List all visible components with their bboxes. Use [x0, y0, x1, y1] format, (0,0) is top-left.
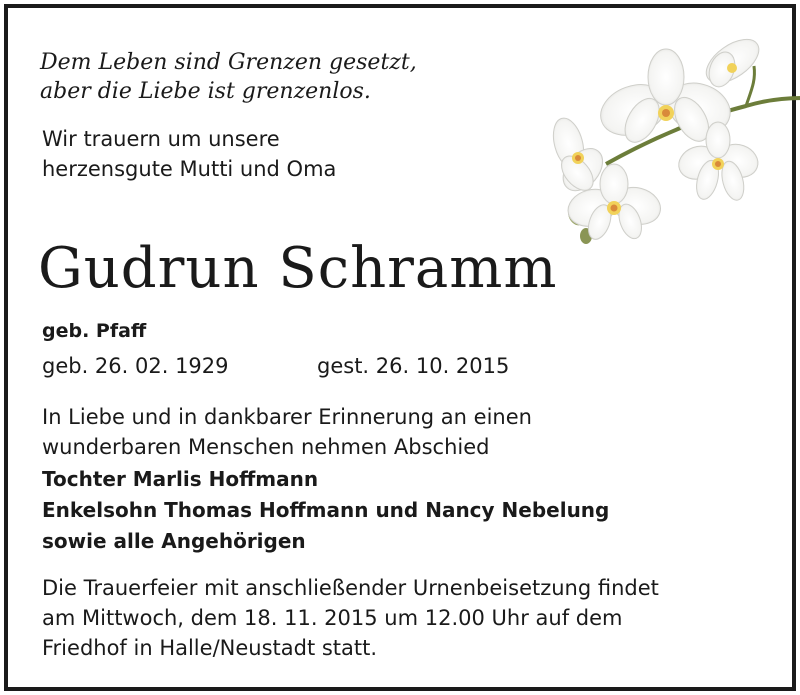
deceased-name: Gudrun Schramm: [38, 236, 558, 301]
mourning-intro: [42, 124, 336, 184]
farewell-text: [42, 402, 532, 462]
mourner-2: Enkelsohn Thomas Hoffmann und Nancy Nebelung: [42, 498, 610, 522]
mourner-1: Tochter Marlis Hoffmann: [42, 467, 319, 491]
intro-line-1: Wir trauern um unsere: [42, 127, 280, 151]
mourners-list: [42, 464, 609, 557]
farewell-line-1: In Liebe und in dankbarer Erinnerung an einen: [42, 405, 532, 429]
death-date: gest. 26. 10. 2015: [317, 354, 510, 378]
funeral-line-2: am Mittwoch, dem 18. 11. 2015 um 12.00 Uhr auf dem: [42, 606, 623, 630]
farewell-line-2: wunderbaren Menschen nehmen Abschied: [42, 435, 490, 459]
maiden-name: geb. Pfaff: [42, 320, 147, 342]
obituary-notice: [4, 4, 796, 691]
intro-line-2: herzensgute Mutti und Oma: [42, 157, 337, 181]
quote-line-1: Dem Leben sind Grenzen gesetzt,: [40, 50, 417, 75]
funeral-details: [42, 573, 659, 663]
memorial-quote: [40, 48, 417, 106]
birth-date: geb. 26. 02. 1929: [42, 354, 229, 378]
mourner-3: sowie alle Angehörigen: [42, 529, 306, 553]
funeral-line-1: Die Trauerfeier mit anschließender Urnenbeisetzung findet: [42, 576, 659, 600]
quote-line-2: aber die Liebe ist grenzenlos.: [40, 79, 371, 104]
funeral-line-3: Friedhof in Halle/Neustadt statt.: [42, 636, 378, 660]
orchid-illustration: [546, 36, 800, 246]
